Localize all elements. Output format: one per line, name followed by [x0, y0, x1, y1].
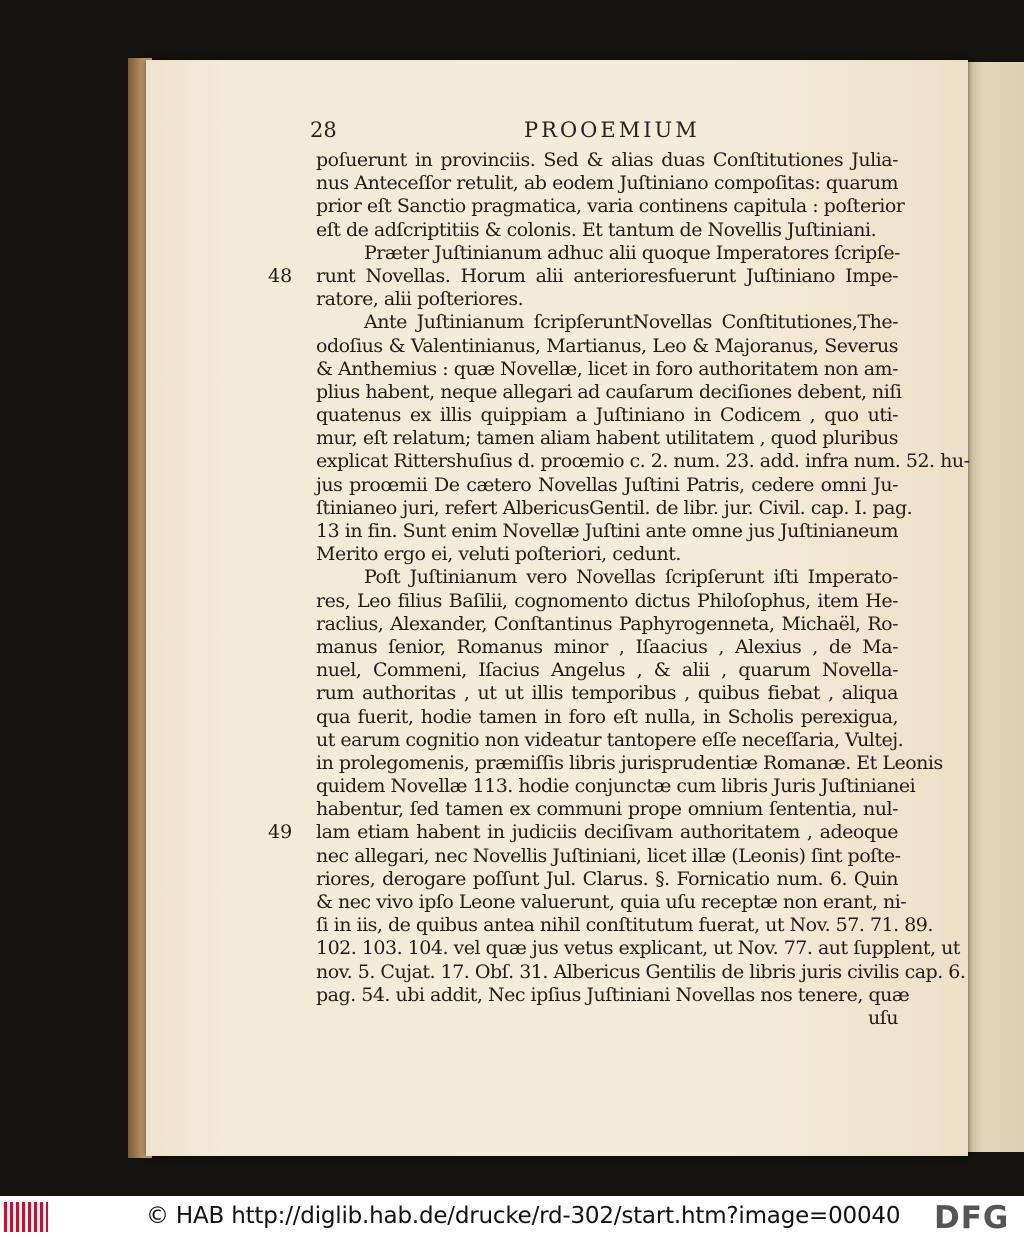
line-text: mur, eſt relatum; tamen aliam habent utilitatem , quod pluribus — [316, 427, 898, 450]
line-text: 102. 103. 104. vel quæ jus vetus explicant, ut Nov. 77. aut ſupplent, ut — [316, 937, 960, 960]
text-line — [316, 983, 910, 1007]
text-line — [316, 335, 898, 358]
page-number: 28 — [310, 118, 337, 142]
line-text: ſi in iis, de quibus antea nihil conſtitutum fuerat, ut Nov. 57. 71. 89. — [316, 914, 933, 937]
line-text: Præter Juſtinianum adhuc alii quoque Imperatores ſcripſe- — [364, 241, 900, 264]
line-text: prior eſt Sanctio pragmatica, varia continens capitula : poſterior — [316, 195, 905, 218]
text-line — [316, 659, 898, 682]
line-text: quidem Novellæ 113. hodie conjunctæ cum libris Juris Juſtinianei — [316, 775, 916, 798]
text-line — [316, 613, 898, 636]
text-line — [316, 450, 970, 473]
text-line — [316, 960, 966, 984]
line-text: raclius, Alexander, Conſtantinus Paphyrogenneta, Michaël, Ro- — [316, 612, 898, 635]
text-line — [268, 264, 898, 288]
line-text: 13 in fin. Sunt enim Novellæ Juſtini ante omne jus Juſtinianeum — [316, 520, 898, 542]
text-line — [316, 751, 943, 775]
line-text: uſu — [867, 1006, 898, 1029]
margin-number: 48 — [268, 264, 293, 287]
line-text: runt Novellas. Horum alii anterioresfuerunt Juſtiniano Impe- — [316, 264, 898, 287]
line-text: & nec vivo ipſo Leone valuerunt, quia uſu receptæ non erant, ni- — [316, 891, 907, 913]
page-title: PROOEMIUM — [524, 118, 700, 142]
text-line — [316, 1007, 898, 1030]
line-text: Ante Juſtinianum ſcripſeruntNovellas Conſtitutiones,The- — [364, 311, 898, 334]
text-line — [316, 891, 907, 914]
text-line — [316, 566, 898, 589]
line-text: odoſius & Valentinianus, Martianus, Leo & Majoranus, Severus — [316, 334, 898, 357]
line-text: explicat Rittershuſius d. proœmio c. 2. num. 23. add. infra num. 52. hu- — [316, 450, 970, 473]
text-line — [316, 914, 933, 937]
line-text: manus ſenior, Romanus minor , Iſaacius , Alexius , de Ma- — [316, 635, 898, 658]
text-line — [316, 172, 898, 195]
line-text: ratore, alii poſteriores. — [316, 288, 524, 311]
line-text: nec allegari, nec Novellis Juſtiniani, licet illæ (Leonis) ſint poſte- — [316, 844, 901, 867]
copyright-link[interactable]: © HAB http://diglib.hab.de/drucke/rd-302/start.htm?image=00040 — [146, 1203, 901, 1229]
text-line — [316, 706, 898, 729]
line-text: poſuerunt in provinciis. Sed & alias duas Conſtitutiones Julia- — [316, 149, 898, 171]
line-text: ut earum cognitio non videatur tantopere eſſe neceſſaria, Vultej. — [316, 728, 904, 751]
text-line — [316, 219, 898, 242]
text-line — [316, 844, 901, 868]
text-line — [316, 798, 898, 821]
text-line — [316, 404, 898, 427]
line-text: pag. 54. ubi addit, Nec ipſius Juſtiniani Novellas nos tenere, quæ — [316, 983, 910, 1006]
text-line — [268, 821, 898, 844]
line-text: nus Anteceſſor retulit, ab eodem Juſtiniano compoſitas: quarum — [316, 172, 898, 195]
line-text: Merito ergo ei, veluti poſteriori, cedunt. — [316, 543, 681, 566]
text-line — [316, 380, 902, 404]
text-line — [316, 543, 898, 566]
line-text: riores, derogare poſſunt Jul. Clarus. §. Fornicatio num. 6. Quin — [316, 867, 898, 890]
line-text: Poſt Juſtinianum vero Novellas ſcripſerunt iſti Imperato- — [364, 566, 898, 589]
line-text: eſt de adſcriptitiis & colonis. Et tantum de Novellis Juſtiniani. — [316, 218, 877, 241]
footer — [0, 1196, 1024, 1238]
text-line — [316, 358, 898, 381]
line-text: jus proœmii De cætero Novellas Juſtini Patris, cedere omni Ju- — [316, 473, 898, 496]
margin-number: 49 — [268, 821, 293, 844]
line-text: & Anthemius : quæ Novellæ, licet in foro authoritatem non am- — [316, 357, 898, 380]
barcode-icon — [4, 1202, 48, 1232]
line-text: plius habent, neque allegari ad cauſarum deciſiones debent, niſi — [316, 380, 902, 403]
text-line — [316, 775, 916, 798]
line-text: habentur, ſed tamen ex communi prope omnium ſententia, nul- — [316, 798, 898, 821]
line-text: nov. 5. Cujat. 17. Obſ. 31. Albericus Gentilis de libris juris civilis cap. 6. — [316, 960, 966, 983]
text-block — [268, 149, 970, 1030]
line-text: rum authoritas , ut ut illis temporibus , quibus fiebat , aliqua — [316, 682, 898, 705]
line-text: ſtinianeo juri, refert AlbericusGentil. de libr. jur. Civil. cap. I. pag. — [316, 496, 913, 519]
line-text: qua fuerit, hodie tamen in foro eſt nulla, in Scholis perexigua, — [316, 705, 898, 728]
running-head — [310, 118, 910, 148]
text-line — [316, 682, 898, 705]
text-line — [316, 149, 898, 172]
line-text: lam etiam habent in judiciis deciſivam authoritatem , adeoque — [316, 821, 898, 844]
text-line — [316, 195, 905, 218]
line-text: res, Leo filius Baſilii, cognomento dictus Philoſophus, item He- — [316, 589, 898, 612]
text-line — [316, 288, 898, 311]
text-line — [316, 868, 898, 891]
next-page-edge — [966, 62, 1024, 1152]
text-line — [316, 636, 898, 659]
text-line — [316, 474, 898, 497]
text-line — [316, 311, 898, 334]
text-line — [316, 242, 898, 265]
line-text: quatenus ex illis quippiam a Juſtiniano in Codicem , quo uti- — [316, 404, 898, 427]
line-text: in prolegomenis, præmiſſis libris jurisprudentiæ Romanæ. Et Leonis — [316, 751, 943, 774]
text-line — [316, 427, 898, 450]
dfg-logo[interactable]: DFG — [934, 1200, 1010, 1236]
text-line — [316, 937, 960, 960]
line-text: nuel, Commeni, Iſacius Angelus , & alii , quarum Novella- — [316, 659, 898, 682]
text-line — [316, 590, 898, 613]
text-line — [316, 520, 898, 543]
text-line — [316, 728, 904, 752]
text-line — [316, 496, 913, 520]
